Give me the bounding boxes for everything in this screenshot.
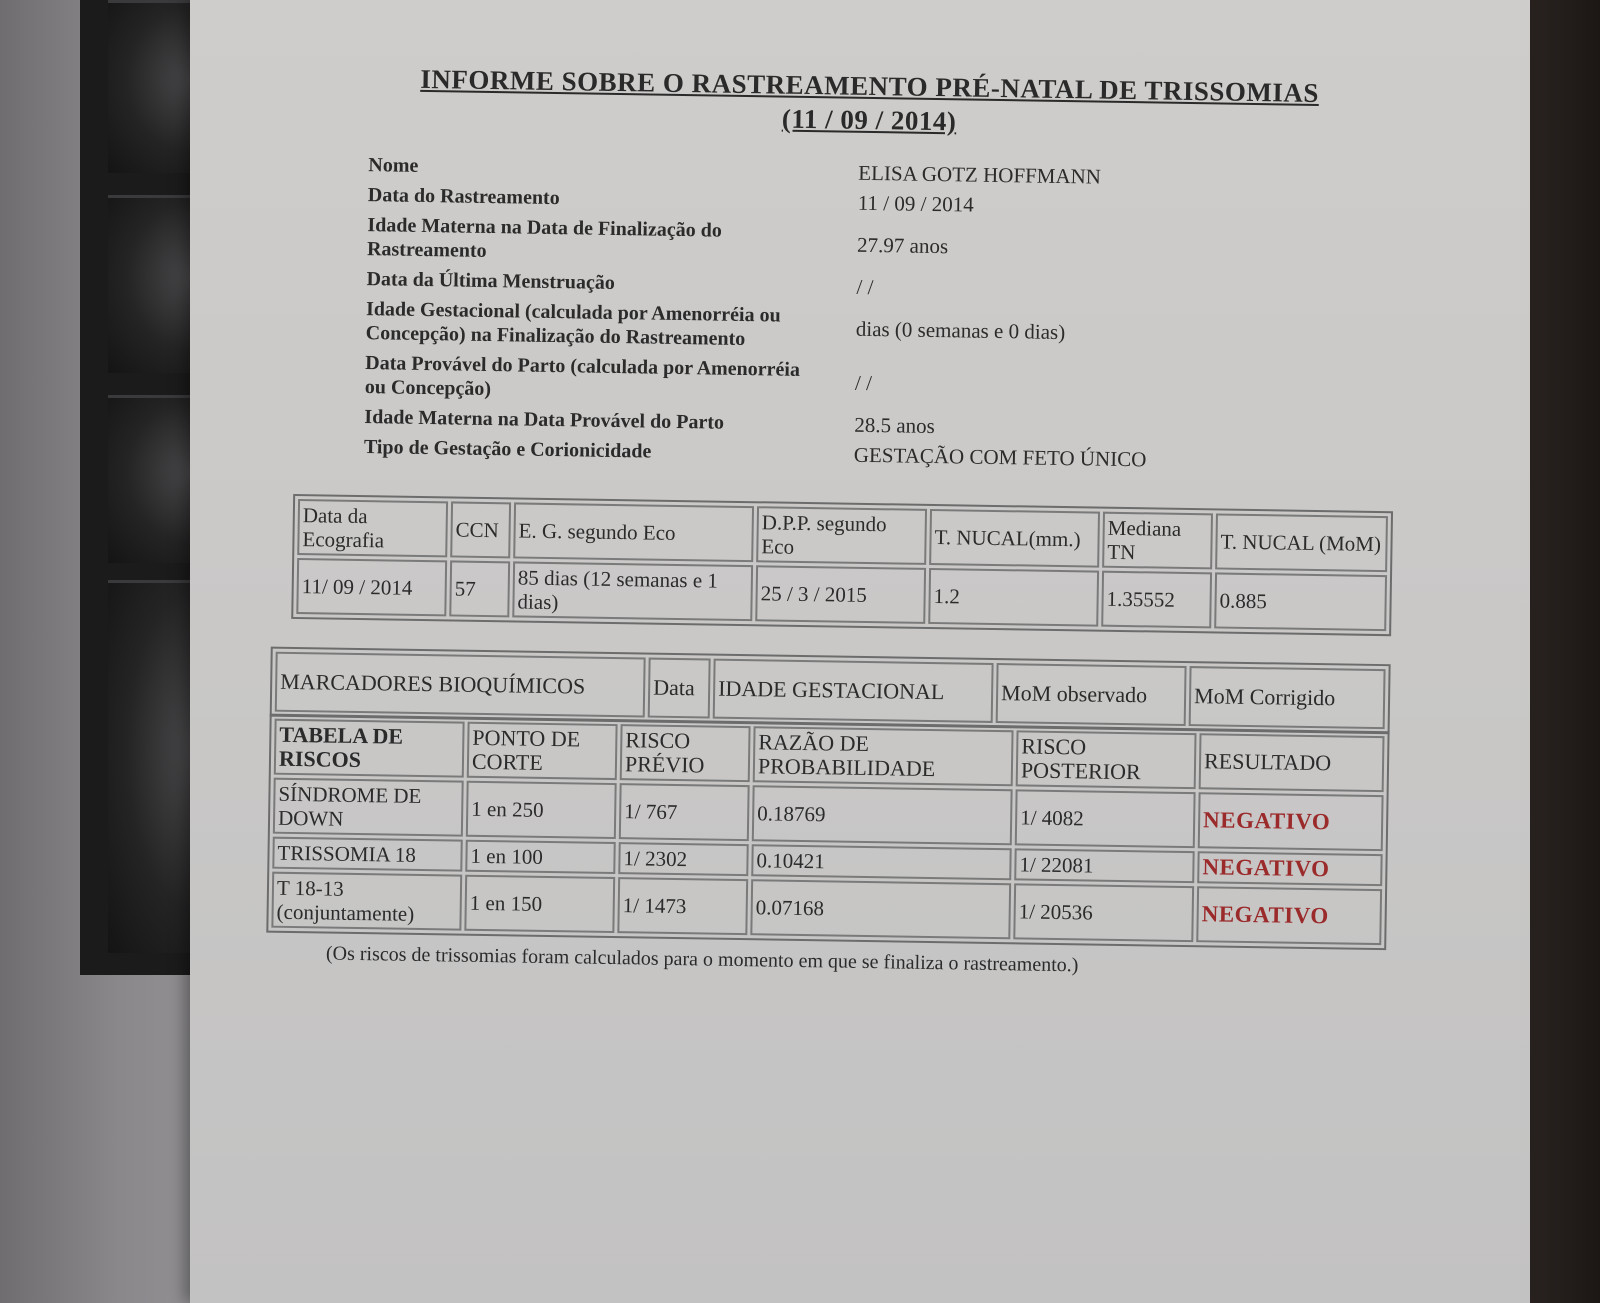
table-cell: 1/ 1473 xyxy=(617,877,748,935)
table-header-cell: RAZÃO DE PROBABILIDADE xyxy=(753,726,1014,786)
info-value: 27.97 anos xyxy=(856,232,949,259)
table-header-cell: RISCO POSTERIOR xyxy=(1016,730,1197,789)
ultrasound-table xyxy=(291,494,1393,636)
result-badge: NEGATIVO xyxy=(1197,851,1382,886)
table-cell: 25 / 3 / 2015 xyxy=(755,565,926,624)
table-cell: 0.18769 xyxy=(752,785,1013,845)
table-cell: 85 dias (12 semanas e 1 dias) xyxy=(512,561,753,621)
table-header-cell: Data xyxy=(648,658,711,719)
table-cell: 1/ 22081 xyxy=(1014,848,1194,883)
table-cell: 0.10421 xyxy=(751,844,1011,880)
table-cell: 1/ 2302 xyxy=(618,842,748,876)
table-cell: SÍNDROME DE DOWN xyxy=(273,778,464,837)
info-label: Idade Materna na Data Provável do Parto xyxy=(364,406,725,434)
table-cell: 0.07168 xyxy=(750,879,1011,939)
footnote: (Os riscos de trissomias foram calculados para o momento em que se finaliza o rastreamento.) xyxy=(325,942,1079,977)
table-cell: 1/ 20536 xyxy=(1013,883,1194,942)
table-cell: 1 en 150 xyxy=(464,875,615,933)
info-value: / / xyxy=(856,274,874,300)
table-cell: 11/ 09 / 2014 xyxy=(296,558,447,616)
table-header-cell: Mediana TN xyxy=(1102,512,1213,570)
table-cell: 1/ 767 xyxy=(619,783,750,841)
info-label: Data Provável do Parto (calculada por Amenorréia ou Concepção) xyxy=(364,352,801,401)
info-value: GESTAÇÃO COM FETO ÚNICO xyxy=(853,442,1147,472)
info-value: / / xyxy=(854,370,873,396)
info-value: 11 / 09 / 2014 xyxy=(857,190,974,217)
info-label: Idade Gestacional (calculada por Amenorréia ou Concepção) na Finalização do Rastreamento xyxy=(365,298,781,351)
table-cell: 1.2 xyxy=(928,568,1099,627)
info-value: 28.5 anos xyxy=(854,412,936,439)
table-header-cell: MoM Corrigido xyxy=(1189,666,1386,729)
info-label: Nome xyxy=(368,154,419,177)
table-cell: 1 en 100 xyxy=(465,840,615,874)
info-value: ELISA GOTZ HOFFMANN xyxy=(858,160,1102,189)
table-cell: 57 xyxy=(449,560,510,617)
table-header-cell: IDADE GESTACIONAL xyxy=(713,659,994,723)
patient-info xyxy=(364,153,1349,474)
table-header-cell: T. NUCAL (MoM) xyxy=(1215,513,1388,572)
table-cell: 1/ 4082 xyxy=(1015,789,1196,848)
table-header-cell: TABELA DE RISCOS xyxy=(274,719,465,778)
table-header-cell: RISCO PRÉVIO xyxy=(620,724,751,782)
table-cell: 0.885 xyxy=(1214,572,1387,631)
table-header-cell: PONTO DE CORTE xyxy=(467,722,618,780)
info-label: Data do Rastreamento xyxy=(367,184,560,210)
table-header-cell: CCN xyxy=(450,501,511,558)
report-title-text: INFORME SOBRE O RASTREAMENTO PRÉ-NATAL DE TRISSOMIAS xyxy=(420,63,1320,109)
info-label: Idade Materna na Data de Finalização do Rastreamento xyxy=(366,214,722,262)
table-header-cell: MARCADORES BIOQUÍMICOS xyxy=(275,652,646,718)
table-cell: T 18-13 (conjuntamente) xyxy=(271,872,462,931)
table-cell: TRISSOMIA 18 xyxy=(272,837,462,872)
risk-table xyxy=(266,714,1389,951)
info-label: Data da Última Menstruação xyxy=(366,268,616,294)
info-value: dias (0 semanas e 0 dias) xyxy=(855,316,1066,345)
table-header-cell: D.P.P. segundo Eco xyxy=(756,506,927,565)
info-row-maternal-age xyxy=(367,213,1348,276)
table-header-cell: T. NUCAL(mm.) xyxy=(929,509,1100,568)
table-header-cell: E. G. segundo Eco xyxy=(513,502,754,562)
table-header-cell: Data da Ecografia xyxy=(297,499,448,557)
result-badge: NEGATIVO xyxy=(1196,886,1382,945)
report-content xyxy=(276,60,1440,983)
info-row-due-date xyxy=(365,351,1346,414)
table-header-cell: RESULTADO xyxy=(1199,733,1385,792)
report-date: (11 / 09 / 2014) xyxy=(781,103,957,137)
table-cell: 1 en 250 xyxy=(466,781,617,839)
table-header-cell: MoM observado xyxy=(996,663,1187,726)
info-row-gestational-age xyxy=(366,297,1347,360)
result-badge: NEGATIVO xyxy=(1198,792,1384,851)
info-label: Tipo de Gestação e Corionicidade xyxy=(363,436,652,463)
table-cell: 1.35552 xyxy=(1101,571,1212,629)
